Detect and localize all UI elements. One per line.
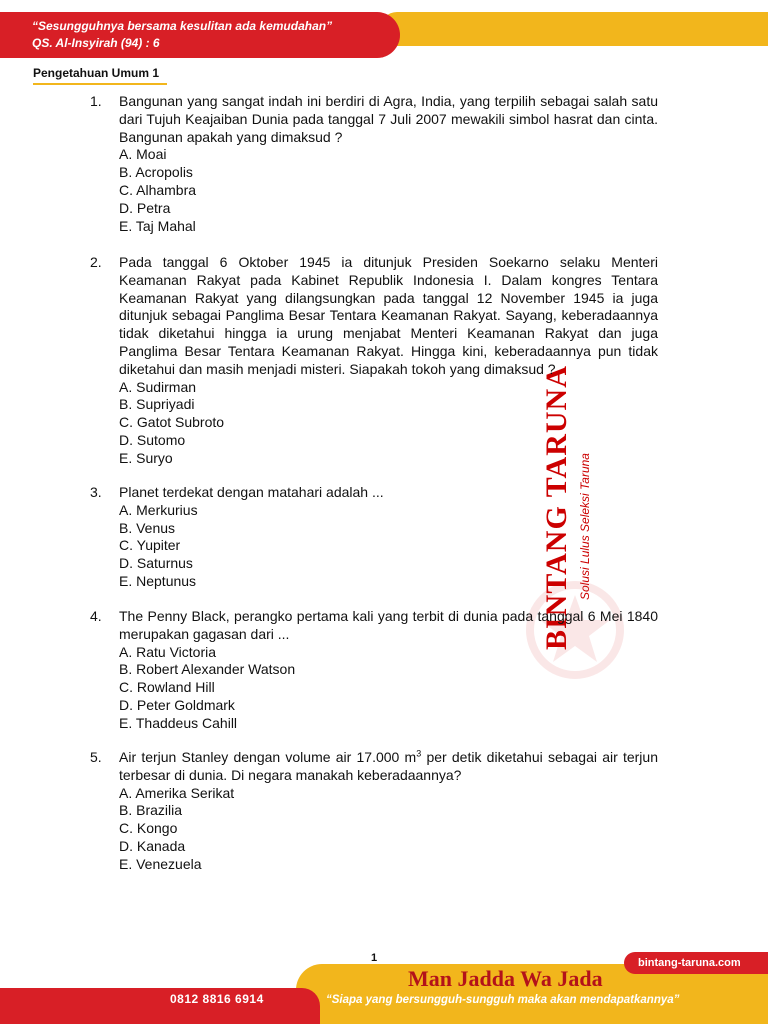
option-b: B. Acropolis xyxy=(119,164,193,181)
watermark-tagline: Solusi Lulus Seleksi Taruna xyxy=(578,453,592,600)
option-b: B. Venus xyxy=(119,519,176,536)
question-number: 2. xyxy=(90,254,102,270)
footer-motto: Man Jadda Wa Jada xyxy=(408,966,603,991)
question-number: 3. xyxy=(90,484,102,500)
question-text-start: Air terjun Stanley dengan volume air 17.000 m xyxy=(119,749,417,765)
page-number: 1 xyxy=(371,952,378,964)
option-d: D. Saturnus xyxy=(119,555,193,572)
question-text: Pada tanggal 6 Oktober 1945 ia ditunjuk Presiden Soekarno selaku Menteri Keamanan Rakyat pada Kabinet Republik Indonesia I. Dalam kongres Tentara Keamanan Rakyat yang dilangsungkan pada tanggal 12 November 1945 ia juga ditunjuk sebagai Panglima Besar Tentara Keamanan Rakyat. Sayang, keberadaannya tidak diketahui hingga ia urung menjabat Menteri Keamanan Rakyat dan juga Panglima Besar Tentara Keamanan Rakyat. Hingga kini, keberadaannya pun tidak diketahui dan masih menjadi misteri. Siapakah tokoh yang dimaksud ? xyxy=(119,254,658,377)
option-a: A. Moai xyxy=(119,146,167,163)
footer-quote: “Siapa yang bersungguh-sungguh maka akan mendapatkannya” xyxy=(326,994,680,1006)
option-e: E. Taj Mahal xyxy=(119,217,196,234)
option-e: E. Neptunus xyxy=(119,572,197,589)
question-number: 1. xyxy=(90,93,102,109)
option-a: A. Merkurius xyxy=(119,501,198,518)
section-underline xyxy=(33,83,167,85)
question-number: 4. xyxy=(90,608,102,624)
option-d: D. Kanada xyxy=(119,837,186,854)
question-text: The Penny Black, perangko pertama kali yang terbit di dunia pada tanggal 6 Mei 1840 merupakan gagasan dari ... xyxy=(119,608,658,642)
option-c: C. Rowland Hill xyxy=(119,679,215,696)
question-text-end: per detik diketahui sebagai air terjun terbesar di dunia. Di negara manakah keberadaannya? xyxy=(119,749,658,783)
superscript: 3 xyxy=(416,748,422,759)
option-c: C. Alhambra xyxy=(119,181,197,198)
option-b: B. Brazilia xyxy=(119,802,183,819)
header-gold-band xyxy=(380,12,768,46)
option-a: A. Ratu Victoria xyxy=(119,643,217,660)
footer-phone: 0812 8816 6914 xyxy=(170,992,264,1006)
option-c: C. Yupiter xyxy=(119,537,181,554)
website-link[interactable]: bintang-taruna.com xyxy=(624,952,768,974)
option-a: A. Amerika Serikat xyxy=(119,784,235,801)
question-number: 5. xyxy=(90,749,102,765)
option-c: C. Gatot Subroto xyxy=(119,414,225,431)
option-b: B. Robert Alexander Watson xyxy=(119,661,296,678)
question-text: Planet terdekat dengan matahari adalah ... xyxy=(119,484,384,500)
option-d: D. Sutomo xyxy=(119,431,186,448)
option-e: E. Thaddeus Cahill xyxy=(119,714,238,731)
question-text xyxy=(119,749,658,783)
header-quote: “Sesungguhnya bersama kesulitan ada kemudahan” xyxy=(32,19,333,33)
option-e: E. Venezuela xyxy=(119,855,202,872)
option-c: C. Kongo xyxy=(119,820,178,837)
header-reference: QS. Al-Insyirah (94) : 6 xyxy=(32,36,160,50)
option-b: B. Supriyadi xyxy=(119,396,195,413)
option-d: D. Petra xyxy=(119,199,171,216)
option-e: E. Suryo xyxy=(119,449,173,466)
watermark-name: BINTANG TARUNA xyxy=(540,365,573,650)
section-title: Pengetahuan Umum 1 xyxy=(33,66,160,80)
option-d: D. Peter Goldmark xyxy=(119,696,235,713)
question-text: Bangunan yang sangat indah ini berdiri di Agra, India, yang terpilih sebagai salah satu dari Tujuh Keajaiban Dunia pada tanggal 7 Juli 2007 mewakili simbol hasrat dan cinta. Bangunan apakah yang dimaksud ? xyxy=(119,93,658,145)
footer-red-band xyxy=(0,988,320,1024)
option-a: A. Sudirman xyxy=(119,378,197,395)
